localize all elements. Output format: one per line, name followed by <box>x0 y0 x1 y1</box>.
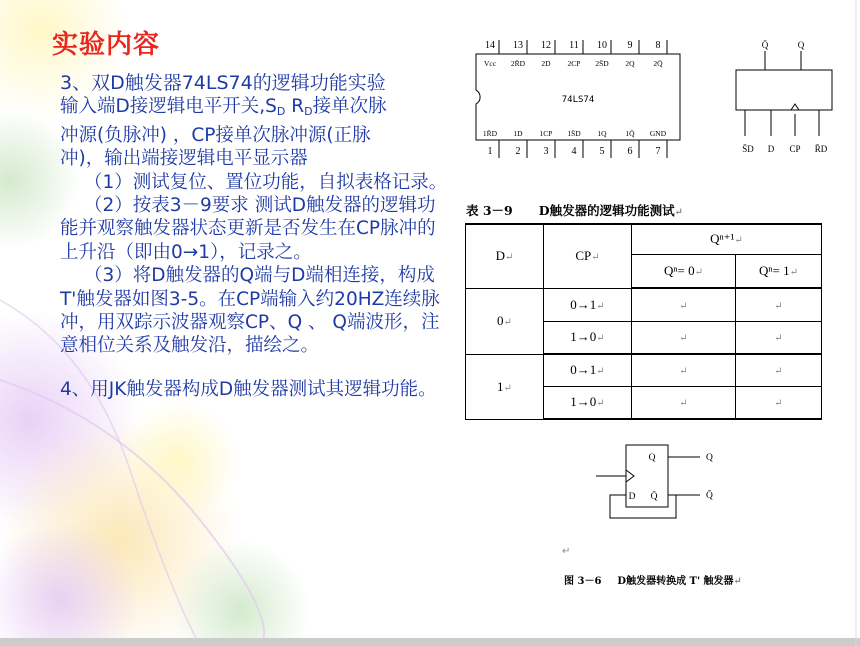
cell-empty: ↵ <box>736 288 822 321</box>
header-cp: CP↵ <box>544 224 632 288</box>
chip-pin-label: 1CP <box>539 129 553 138</box>
chip-pin-number: 7 <box>655 146 661 157</box>
figure-caption-number: 图 3－6 <box>564 576 602 587</box>
ff-bottom-label-d: D <box>767 144 775 154</box>
chip-top-pin-numbers <box>485 40 661 51</box>
paragraph-mark: ↵ <box>562 546 571 557</box>
section3-line3: 冲)，输出端接逻辑电平显示器 <box>60 148 308 170</box>
flipflop-symbol <box>728 36 838 160</box>
line1-post: 接单次脉 <box>312 96 387 118</box>
chip-pin-label: 2Q̄ <box>653 59 663 68</box>
header-qn1: Qⁿ⁺¹↵ <box>632 224 822 254</box>
cell-empty: ↵ <box>632 354 736 386</box>
ff-top-label-q: Q <box>797 40 805 50</box>
chip-pin-number: 11 <box>569 40 579 51</box>
section3-line1 <box>60 95 450 123</box>
circuit-out-q: Q <box>706 453 713 463</box>
chip-pinout-diagram <box>466 36 696 162</box>
chip-pin-label: 1D <box>513 129 523 138</box>
truth-table <box>465 223 822 420</box>
cell-cp: 0→1↵ <box>544 354 632 386</box>
chip-pin-label: 2S̄D <box>595 59 609 68</box>
cell-empty: ↵ <box>736 386 822 419</box>
chip-pin-label: 1Q̄ <box>625 129 635 138</box>
table-row <box>466 288 822 321</box>
chip-pin-label: 2R̄D <box>510 59 526 68</box>
line1-pre: 输入端D接逻辑电平开关,S <box>60 96 277 118</box>
sd-subscript: D <box>276 105 286 119</box>
chip-pin-label: 2D <box>541 59 551 68</box>
chip-pin-number: 12 <box>541 40 551 51</box>
ff-bottom-label-sd: S̄D <box>742 144 754 154</box>
circuit-label-q: Q <box>648 453 656 463</box>
page-title: 实验内容 <box>52 30 161 60</box>
content-text <box>60 72 450 401</box>
chip-pin-number: 14 <box>485 40 495 51</box>
cell-cp: 0→1↵ <box>544 288 632 321</box>
chip-pin-number: 6 <box>627 146 633 157</box>
chip-top-pins <box>499 40 667 54</box>
chip-pin-number: 3 <box>543 146 549 157</box>
ff-bottom-label-rd: R̄D <box>814 144 828 154</box>
cell-d-1: 1↵ <box>466 354 544 419</box>
line1-mid: R <box>285 96 305 118</box>
chip-pin-label: 1Q <box>597 129 607 138</box>
header-qn0: Qⁿ= 0↵ <box>632 254 736 288</box>
cell-empty: ↵ <box>632 321 736 354</box>
chip-pin-label: 2CP <box>567 59 581 68</box>
chip-pin-label: 1R̄D <box>482 129 498 138</box>
header-d: D↵ <box>466 224 544 288</box>
chip-pin-label: 1S̄D <box>567 129 581 138</box>
chip-pin-number: 2 <box>515 146 521 157</box>
chip-pin-label: GND <box>649 129 667 138</box>
chip-pin-number: 1 <box>487 146 493 157</box>
paragraph-mark: ↵ <box>674 207 683 218</box>
header-qn1-val: Qⁿ= 1↵ <box>736 254 822 288</box>
cell-cp: 1→0↵ <box>544 321 632 354</box>
circuit-out-qbar: Q̄ <box>706 491 713 501</box>
chip-pin-number: 8 <box>655 40 661 51</box>
circuit-label-qbar: Q̄ <box>650 492 658 502</box>
circuit-label-d: D <box>628 492 636 502</box>
cell-cp: 1→0↵ <box>544 386 632 419</box>
ff-body <box>736 70 832 110</box>
figure-caption-title: D触发器转换成 T' 触发器 <box>617 576 734 587</box>
table-row <box>466 354 822 386</box>
chip-pin-number: 9 <box>627 40 633 51</box>
figure-caption: 图 3－6 D触发器转换成 T' 触发器↵ <box>564 576 742 587</box>
rd-subscript: D <box>304 105 313 119</box>
chip-pin-label: Vcc <box>483 59 497 68</box>
cell-empty: ↵ <box>736 321 822 354</box>
cell-empty: ↵ <box>632 386 736 419</box>
chip-pin-label: 2Q <box>625 59 635 68</box>
table-caption-title: D触发器的逻辑功能测试 <box>538 203 675 218</box>
chip-pin-number: 4 <box>571 146 577 157</box>
step2-text: （2）按表3－9要求 测试D触发器的逻辑功能并观察触发器状态更新是否发生在CP脉冲的上升沿（即由0→1），记录之。 <box>60 195 436 263</box>
cell-empty: ↵ <box>736 354 822 386</box>
ff-top-label-qbar: Q̄ <box>761 40 769 50</box>
cell-d-0: 0↵ <box>466 288 544 354</box>
table-caption-number: 表 3－9 <box>466 203 513 218</box>
cell-empty: ↵ <box>632 288 736 321</box>
step3-text: （3）将D触发器的Q端与D端相连接，构成T'触发器如图3-5。在CP端输入约20HZ连续脉冲，用双踪示波器观察CP、Q 、 Q端波形，注意相位关系及触发沿，描绘之。 <box>60 265 440 357</box>
chip-bottom-pins <box>499 140 667 158</box>
section3-line2: 冲源(负脉冲) ，CP接单次脉冲源(正脉 <box>60 124 371 146</box>
section3-heading: 3、双D触发器74LS74的逻辑功能实验 <box>60 72 386 94</box>
step1-text: （1）测试复位、置位功能，自拟表格记录。 <box>84 171 448 193</box>
ff-bottom-label-cp: CP <box>789 144 801 154</box>
tprime-circuit-diagram <box>592 440 732 530</box>
table-caption <box>466 201 683 219</box>
chip-bottom-pin-numbers <box>488 146 661 157</box>
section4-text: 4、用JK触发器构成D触发器测试其逻辑功能。 <box>60 378 437 400</box>
chip-pin-number: 5 <box>599 146 605 157</box>
chip-pin-number: 13 <box>513 40 523 51</box>
chip-pin-number: 10 <box>597 40 607 51</box>
chip-name: 74LS74 <box>561 95 595 105</box>
